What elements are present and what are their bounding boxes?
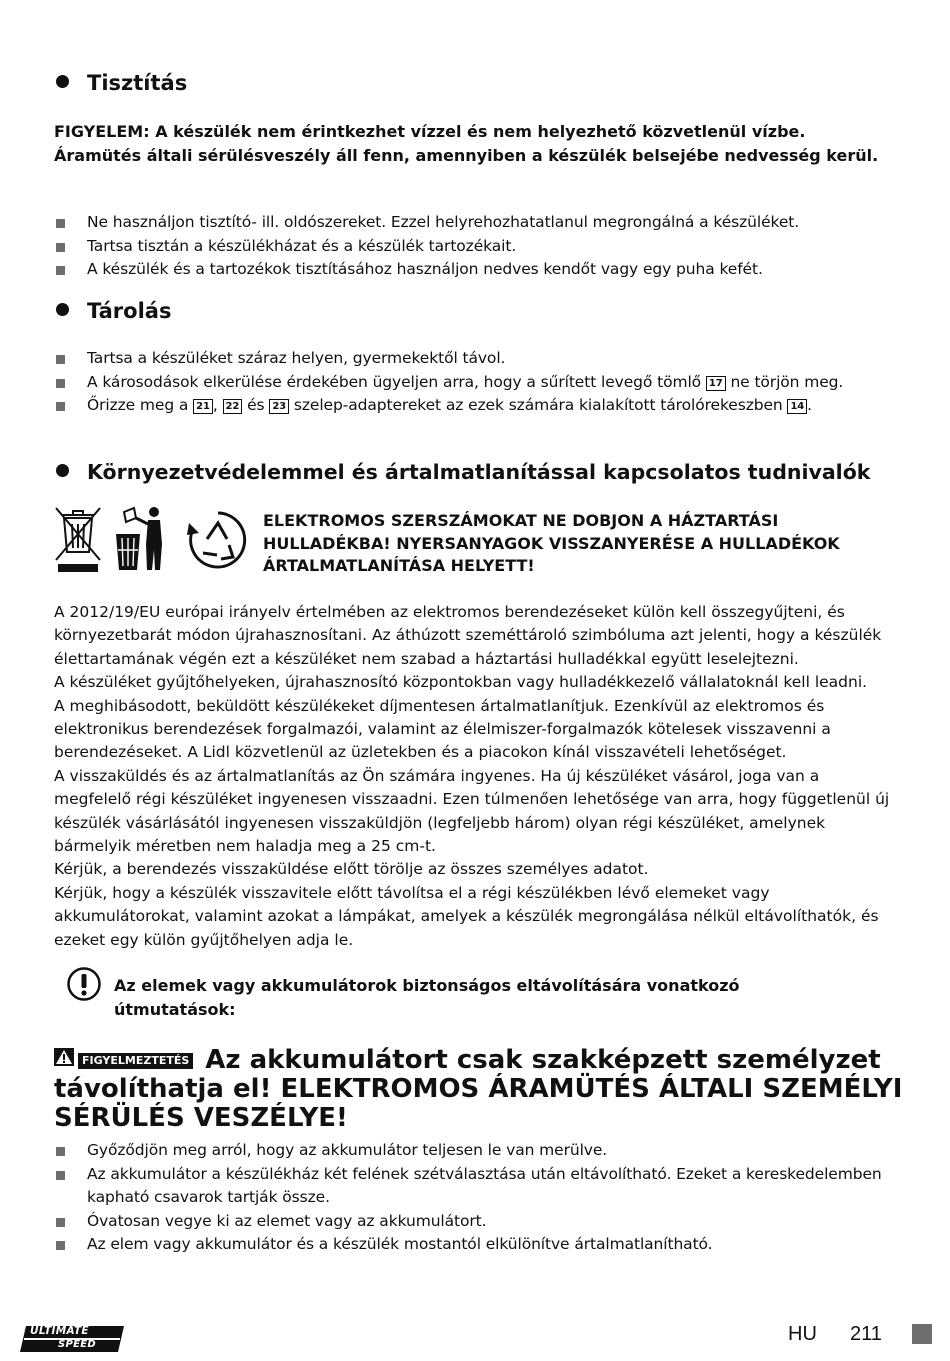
litter-person-icon — [110, 504, 172, 574]
list-item-text: Az akkumulátor a készülékház két felének szétválasztása után eltávolítható. Ezeket a kereskedelemben kapható csavarok tartják össze. — [87, 1164, 882, 1206]
list-item — [56, 211, 896, 235]
body-paragraph: A készüléket gyűjtőhelyeken, újrahasznosító központokban vagy hulladékkezelő vállalatoknál kell leadni. — [54, 673, 868, 692]
bullet-dot-icon — [56, 75, 69, 88]
footer-lang: HU — [788, 1323, 817, 1345]
storage-title: Tárolás — [87, 299, 172, 323]
body-paragraph: A meghibásodott, beküldött készülékeket díjmentesen ártalmatlanítjuk. Ezenkívül az elektromos és elektronikus berendezések forgalmazói, valamint az élelmiszer-forgalmazók kötelesek visszavenni a berendezéseket. A Lidl közvetlenül az üzletekben és a piacokon kínál visszavételi lehetőséget. — [54, 696, 831, 762]
warning-label: FIGYELMEZTETÉS — [78, 1053, 193, 1069]
list-item — [56, 1139, 896, 1163]
list-item-text: ne törjön meg. — [730, 372, 844, 391]
cleaning-title: Tisztítás — [87, 71, 188, 95]
list-item-text: Tartsa tisztán a készülékházat és a készülék tartozékait. — [87, 236, 517, 255]
bullet-dot-icon — [56, 303, 69, 316]
part-ref: 14 — [787, 399, 807, 414]
square-bullet-icon — [56, 1171, 65, 1180]
cleaning-list — [56, 211, 896, 282]
environment-notice: ELEKTROMOS SZERSZÁMOKAT NE DOBJON A HÁZTARTÁSI HULLADÉKBA! NYERSANYAGOK VISSZANYERÉSE A HULLADÉKOK ÁRTALMATLANÍTÁSA HELYETT! — [263, 511, 840, 575]
square-bullet-icon — [56, 219, 65, 228]
warning-triangle-icon — [54, 1048, 74, 1066]
body-paragraph: Kérjük, a berendezés visszaküldése előtt törölje az összes személyes adatot. — [54, 860, 649, 879]
part-ref: 23 — [269, 399, 289, 414]
list-item — [56, 258, 896, 282]
list-item — [56, 394, 896, 418]
square-bullet-icon — [56, 1241, 65, 1250]
list-item-text: Ne használjon tisztító- ill. oldószereket. Ezzel helyrehozhatatlanul megrongálná a készüléket. — [87, 213, 800, 231]
list-item-text: Győződjön meg arról, hogy az akkumulátor teljesen le van merülve. — [87, 1141, 608, 1159]
warning-text: Az akkumulátort csak szakképzett személyzet távolíthatja el! ELEKTROMOS ÁRAMÜTÉS ÁLTALI SZEMÉLYI SÉRÜLÉS VESZÉLYE! — [54, 1045, 903, 1133]
list-item-text: Őrizze meg a — [87, 396, 189, 414]
brand-line1: ULTIMATE — [30, 1325, 89, 1337]
square-bullet-icon — [56, 1218, 65, 1227]
square-bullet-icon — [56, 243, 65, 252]
separator: . — [807, 396, 812, 414]
brand-logo — [20, 1322, 126, 1356]
list-item — [56, 235, 896, 259]
environment-heading — [56, 459, 870, 485]
recycle-icon — [185, 509, 251, 571]
page-number: 211 — [850, 1323, 882, 1345]
square-bullet-icon — [56, 355, 65, 364]
brand-line2: SPEED — [58, 1339, 96, 1350]
list-item — [56, 1210, 896, 1234]
list-item — [56, 1233, 896, 1257]
list-item-text: A készülék és a tartozékok tisztításához használjon nedves kendőt vagy egy puha kefét. — [87, 260, 763, 278]
list-item — [56, 347, 896, 371]
battery-warning — [54, 1046, 904, 1133]
part-ref: 21 — [193, 399, 213, 414]
square-bullet-icon — [56, 402, 65, 411]
cleaning-warning: FIGYELEM: A készülék nem érintkezhet vízzel és nem helyezhető közvetlenül vízbe. Áramütés általi sérülésveszély áll fenn, amennyiben a készülék belsejébe nedvesség kerül. — [54, 122, 879, 165]
environment-title: Környezetvédelemmel és ártalmatlanítással kapcsolatos tudnivalók — [87, 460, 871, 484]
list-item — [56, 371, 896, 395]
storage-heading — [56, 298, 171, 324]
page-marker-icon — [912, 1324, 932, 1344]
list-item-text: Tartsa a készüléket száraz helyen, gyermekektől távol. — [87, 349, 506, 367]
part-ref: 22 — [223, 399, 243, 414]
environment-body — [54, 601, 899, 952]
body-paragraph: Kérjük, hogy a készülék visszavitele előtt távolítsa el a régi készülékben lévő elemeket vagy akkumulátorokat, valamint azokat a lámpákat, amelyek a készülék megrongálása nélkül eltávolíthatók, és ezeket egy külön gyűjtőhelyen adja le. — [54, 883, 879, 949]
part-ref: 17 — [706, 376, 726, 391]
square-bullet-icon — [56, 379, 65, 388]
battery-list — [56, 1139, 896, 1257]
list-item-text: Az elem vagy akkumulátor és a készülék mostantól elkülönítve ártalmatlanítható. — [87, 1235, 713, 1253]
exclamation-circle-icon — [66, 966, 102, 1002]
separator: és — [247, 396, 265, 414]
cleaning-heading — [56, 70, 187, 96]
list-item — [56, 1163, 896, 1210]
list-item-text: szelep-adaptereket az ezek számára kialakított tárolórekeszben — [293, 396, 783, 414]
battery-note: Az elemek vagy akkumulátorok biztonságos eltávolítására vonatkozó útmutatások: — [114, 976, 740, 1019]
square-bullet-icon — [56, 1147, 65, 1156]
bullet-dot-icon — [56, 464, 69, 477]
separator: , — [212, 396, 218, 414]
square-bullet-icon — [56, 266, 65, 275]
body-paragraph: A 2012/19/EU európai irányelv értelmében az elektromos berendezéseket külön kell összegyűjteni, és környezetbarát módon újrahasznosítani. Az áthúzott szeméttároló szimbóluma azt jelenti, hogy a készülék élettartamának végén ezt a készüléket nem szabad a háztartási hulladékkal együtt leselejtezni. — [54, 603, 882, 668]
storage-list — [56, 347, 896, 418]
body-paragraph: A visszaküldés és az ártalmatlanítás az Ön számára ingyenes. Ha új készüléket vásárol, joga van a megfelelő régi készüléket ingyenesen visszaadni. Ezen túlmenően lehetősége van arra, hogy függetlenül új készülék vásárlásától ingyenesen visszaküldjön (legfeljebb három) olyan régi készüléket, amelynek bármelyik méretben nem haladja meg a 25 cm-t. — [54, 766, 890, 856]
list-item-text: Óvatosan vegye ki az elemet vagy az akkumulátort. — [87, 1211, 487, 1230]
crossed-bin-icon — [52, 504, 104, 574]
list-item-text: A károsodások elkerülése érdekében ügyeljen arra, hogy a sűrített levegő tömlő — [87, 372, 702, 391]
